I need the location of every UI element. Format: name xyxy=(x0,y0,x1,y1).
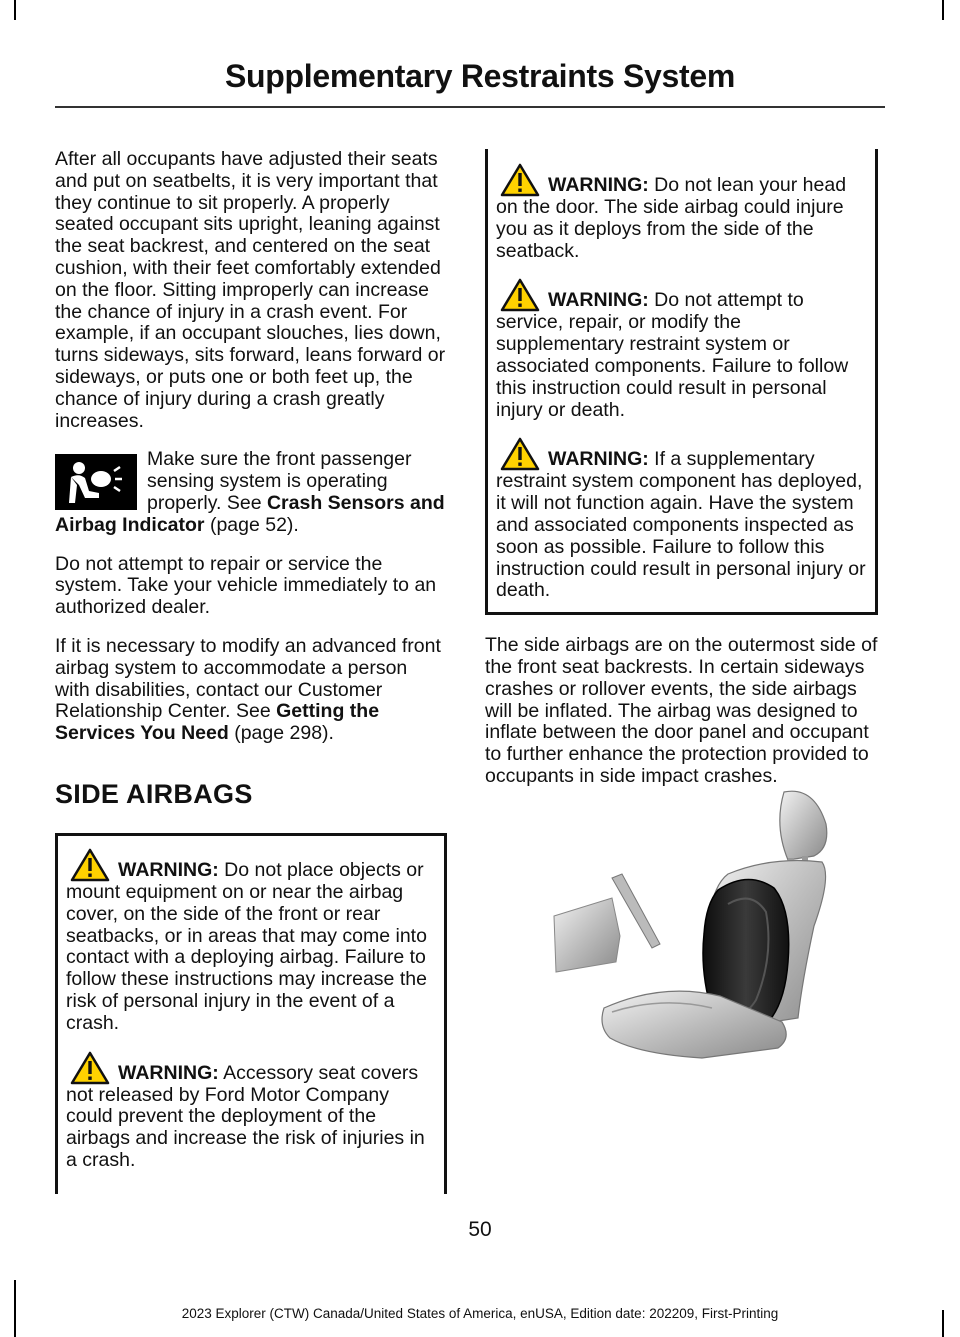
warning-label: WARNING: xyxy=(548,289,649,312)
page-number: 50 xyxy=(468,1218,492,1241)
modify-text: If it is necessary to modify an advanced front airbag system to accommodate a person with disabilities, contact our Customer Relationship Center. See xyxy=(55,634,441,723)
warning-label: WARNING: xyxy=(548,174,649,196)
warning-box-right xyxy=(485,149,878,615)
modify-page-ref: (page 298). xyxy=(228,722,334,745)
warning-item xyxy=(66,1051,436,1172)
services-link[interactable]: Getting the Services You Need xyxy=(55,700,380,745)
page-title: Supplementary Restraints System xyxy=(225,58,735,94)
warning-text: Do not attempt to service, repair, or modify the supplementary restraint system or associated components. Failure to follow this instruction could result in personal injury or death. xyxy=(496,289,849,421)
intro-paragraph: After all occupants have adjusted their seats and put on seatbelts, it is very important that they continue to sit properly. A properly seated occupant sits upright, leaning against the seat backrest, and centered on the seat cushion, with their feet comfortably extended on the floor. Sitting improperly can increase the chance of injury in a crash event. For example, if an occupant slouches, lies down, turns sideways, sits forward, leans forward or sideways, or puts one or both feet up, the chance of injury during a crash greatly increases. xyxy=(55,148,446,432)
warning-triangle-icon xyxy=(500,163,540,197)
indicator-page-ref: (page 52). xyxy=(204,513,299,536)
warning-item xyxy=(66,848,436,1035)
warning-triangle-icon xyxy=(70,1051,110,1085)
warning-item xyxy=(496,437,867,602)
airbag-indicator-icon xyxy=(55,454,137,510)
indicator-text: Make sure the front passenger sensing system is operating properly. See xyxy=(147,448,412,514)
left-column xyxy=(55,149,447,1194)
warning-text: If a supplementary restraint system component has deployed, it will not function again. Have the system and associated components inspected as soon as possible. Failure to follow this instruction could result in personal injury or death. xyxy=(496,448,866,602)
service-paragraph: Do not attempt to repair or service the system. Take your vehicle immediately to an authorized dealer. xyxy=(55,552,437,619)
warning-box-left xyxy=(55,836,447,1194)
modify-paragraph xyxy=(55,636,447,745)
crop-mark-top-right xyxy=(942,0,944,20)
warning-item xyxy=(496,163,867,262)
crop-mark-top-left xyxy=(14,0,16,20)
warning-text: Accessory seat covers not released by Ford Motor Company could prevent the deployment of the airbags and increase the risk of injuries in a crash. xyxy=(66,1061,425,1171)
right-column xyxy=(485,149,878,805)
indicator-paragraph xyxy=(55,449,447,536)
side-airbag-paragraph: The side airbags are on the outermost side of the front seat backrests. In certain sideways crashes or rollover events, the side airbags will be inflated. The airbag was designed to inflate between the door panel and occupant to further enhance the protection provided to occupants in side impact crashes. xyxy=(485,634,878,787)
warning-label: WARNING: xyxy=(548,448,649,471)
warning-item xyxy=(496,278,867,421)
warning-label: WARNING: xyxy=(118,1061,219,1084)
crash-sensors-link[interactable]: Crash Sensors and Airbag Indicator xyxy=(55,491,445,536)
footer-edition: 2023 Explorer (CTW) Canada/United States of America, enUSA, Edition date: 202209, First-Printing xyxy=(181,1306,779,1321)
warning-triangle-icon xyxy=(500,437,540,471)
warning-label: WARNING: xyxy=(118,858,219,881)
side-airbag-seat-illustration xyxy=(552,786,842,1061)
warning-text: Do not place objects or mount equipment on or near the airbag cover, on the side of the front or rear seatbacks, or in areas that may come into contact with a deploying airbag. Failure to follow these instructions may increase the risk of personal injury in the event of a crash. xyxy=(66,858,427,1034)
warning-text: Do not lean your head on the door. The side airbag could injure you as it deploys from the side of the seatback. xyxy=(496,174,847,262)
section-heading: SIDE AIRBAGS xyxy=(55,778,253,809)
warning-triangle-icon xyxy=(70,848,110,882)
warning-triangle-icon xyxy=(500,278,540,312)
header-divider xyxy=(55,106,885,108)
